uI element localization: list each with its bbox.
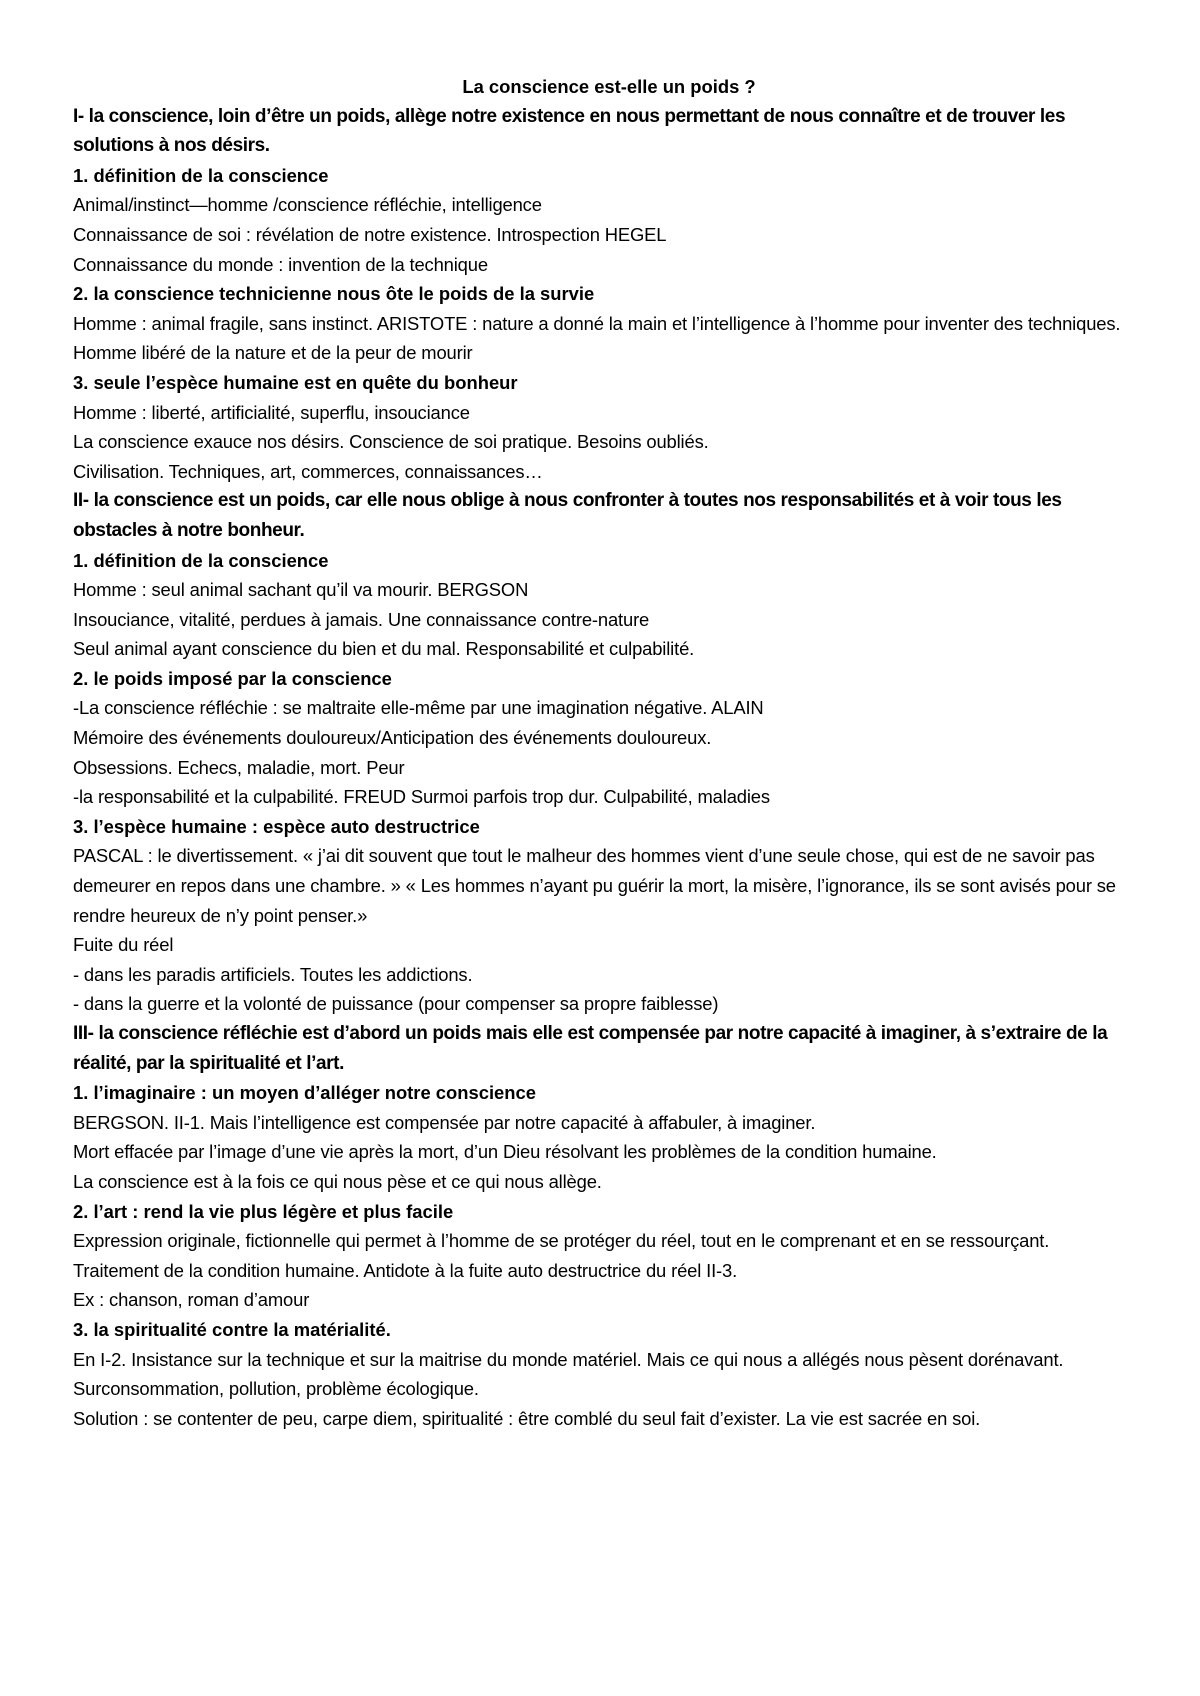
- text-line: - dans la guerre et la volonté de puissance (pour compenser sa propre faiblesse): [73, 993, 719, 1015]
- text-line: Mémoire des événements douloureux/Anticipation des événements douloureux.: [73, 727, 712, 749]
- part-heading: I- la conscience, loin d’être un poids, allège notre existence en nous permettant de nous connaître et de trouver les solutions à nos désirs.: [73, 105, 1066, 157]
- text-line: Insouciance, vitalité, perdues à jamais. Une connaissance contre-nature: [73, 608, 650, 630]
- part-heading: III- la conscience réfléchie est d’abord un poids mais elle est compensée par notre capacité à imaginer, à s’extraire de la réalité, par la spiritualité et l’art.: [73, 1023, 1108, 1074]
- section-heading: 2. l’art : rend la vie plus légère et plus facile: [73, 1200, 454, 1222]
- text-line: Seul animal ayant conscience du bien et du mal. Responsabilité et culpabilité.: [73, 638, 695, 660]
- text-line: -la responsabilité et la culpabilité. FREUD Surmoi parfois trop dur. Culpabilité, maladies: [73, 786, 770, 808]
- text-line: En I-2. Insistance sur la technique et sur la maitrise du monde matériel. Mais ce qui nous a allégés nous pèsent dorénavant.: [73, 1348, 1064, 1370]
- text-line: La conscience exauce nos désirs. Conscience de soi pratique. Besoins oubliés.: [73, 431, 709, 453]
- page-title: La conscience est-elle un poids ?: [462, 76, 756, 97]
- text-line: La conscience est à la fois ce qui nous pèse et ce qui nous allège.: [73, 1170, 602, 1192]
- text-line: Surconsommation, pollution, problème écologique.: [73, 1378, 479, 1400]
- text-line: Obsessions. Echecs, maladie, mort. Peur: [73, 756, 405, 778]
- text-line: Homme : liberté, artificialité, superflu, insouciance: [73, 401, 470, 423]
- text-line: - dans les paradis artificiels. Toutes les addictions.: [73, 963, 473, 985]
- section-heading: 3. la spiritualité contre la matérialité.: [73, 1318, 391, 1340]
- section-heading: 1. définition de la conscience: [73, 549, 329, 571]
- text-line: Traitement de la condition humaine. Antidote à la fuite auto destructrice du réel II-3.: [73, 1259, 738, 1281]
- part-heading: II- la conscience est un poids, car elle nous oblige à nous confronter à toutes nos responsabilités et à voir tous les obstacles à notre bonheur.: [73, 490, 1062, 541]
- text-line: Fuite du réel: [73, 934, 174, 956]
- text-line: PASCAL : le divertissement. « j’ai dit souvent que tout le malheur des hommes vient d’une seule chose, qui est de ne savoir pas demeurer en repos dans une chambre. » « Les hommes n’ayant pu guérir la mort, la misère, l’ignorance, ils se sont avisés pour se rendre heureux de n’y point penser.»: [73, 845, 1116, 926]
- text-line: Connaissance de soi : révélation de notre existence. Introspection HEGEL: [73, 223, 667, 245]
- section-heading: 2. la conscience technicienne nous ôte le poids de la survie: [73, 283, 595, 305]
- text-line: BERGSON. II-1. Mais l’intelligence est compensée par notre capacité à affabuler, à imaginer.: [73, 1111, 816, 1133]
- text-line: Mort effacée par l’image d’une vie après la mort, d’un Dieu résolvant les problèmes de la condition humaine.: [73, 1141, 937, 1163]
- section-heading: 2. le poids imposé par la conscience: [73, 667, 392, 689]
- text-line: Civilisation. Techniques, art, commerces, connaissances…: [73, 460, 543, 482]
- text-line: Homme : seul animal sachant qu’il va mourir. BERGSON: [73, 579, 529, 601]
- text-line: Homme libéré de la nature et de la peur de mourir: [73, 342, 473, 364]
- text-line: Homme : animal fragile, sans instinct. ARISTOTE : nature a donné la main et l’intelligence à l’homme pour inventer des techniques.: [73, 312, 1121, 334]
- section-heading: 1. l’imaginaire : un moyen d’alléger notre conscience: [73, 1082, 536, 1104]
- document-page: [73, 72, 1145, 1433]
- text-line: -La conscience réfléchie : se maltraite elle-même par une imagination négative. ALAIN: [73, 697, 764, 719]
- section-heading: 1. définition de la conscience: [73, 164, 329, 186]
- text-line: Ex : chanson, roman d’amour: [73, 1289, 310, 1311]
- section-heading: 3. l’espèce humaine : espèce auto destructrice: [73, 815, 480, 837]
- text-line: Connaissance du monde : invention de la technique: [73, 253, 488, 275]
- text-line: Solution : se contenter de peu, carpe diem, spiritualité : être comblé du seul fait d’exister. La vie est sacrée en soi.: [73, 1407, 981, 1429]
- section-heading: 3. seule l’espèce humaine est en quête du bonheur: [73, 371, 518, 393]
- text-line: Expression originale, fictionnelle qui permet à l’homme de se protéger du réel, tout en le comprenant et en se ressourçant.: [73, 1230, 1050, 1252]
- text-line: Animal/instinct—homme /conscience réfléchie, intelligence: [73, 194, 542, 216]
